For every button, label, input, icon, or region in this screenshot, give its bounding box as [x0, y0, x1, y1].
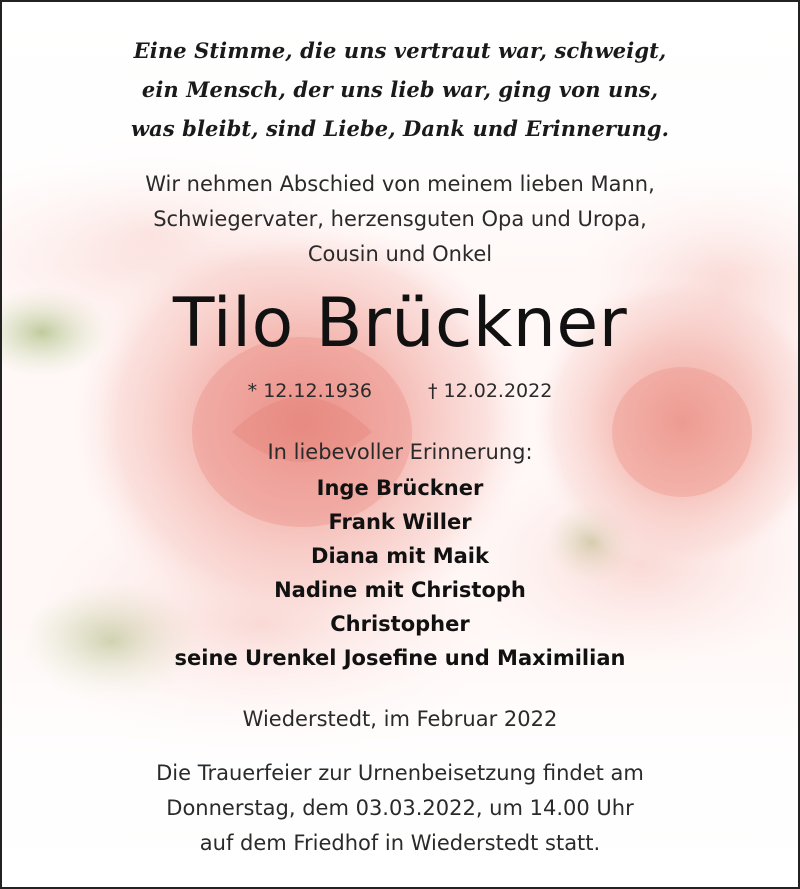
birth-date: * 12.12.1936 — [247, 380, 372, 402]
memorial-label: In liebevoller Erinnerung: — [267, 440, 533, 464]
intro-line: Wir nehmen Abschied von meinem lieben Mann, — [145, 172, 655, 196]
mourner-name: Christopher — [330, 612, 470, 636]
intro-line: Cousin und Onkel — [307, 242, 493, 266]
mourner-name: Inge Brückner — [316, 476, 484, 500]
funeral-info-line: auf dem Friedhof in Wiederstedt statt. — [199, 831, 601, 855]
obituary-text — [2, 2, 798, 887]
motto-line: was bleibt, sind Liebe, Dank und Erinnerung. — [130, 116, 670, 141]
funeral-info-line: Donnerstag, dem 03.03.2022, um 14.00 Uhr — [166, 796, 634, 820]
motto-line: Eine Stimme, die uns vertraut war, schweigt, — [133, 38, 667, 63]
funeral-info-line: Die Trauerfeier zur Urnenbeisetzung findet am — [156, 761, 644, 785]
mourner-name: Nadine mit Christoph — [274, 578, 526, 602]
mourner-name: Diana mit Maik — [311, 544, 489, 568]
mourner-name: seine Urenkel Josefine und Maximilian — [174, 646, 626, 670]
motto-line: ein Mensch, der uns lieb war, ging von uns, — [141, 77, 659, 102]
life-dates — [2, 380, 798, 402]
intro-line: Schwiegervater, herzensguten Opa und Uropa, — [153, 207, 647, 231]
place-and-date: Wiederstedt, im Februar 2022 — [242, 707, 558, 731]
deceased-name: Tilo Brückner — [172, 284, 628, 363]
death-date: † 12.02.2022 — [428, 380, 553, 402]
mourner-name: Frank Willer — [328, 510, 472, 534]
